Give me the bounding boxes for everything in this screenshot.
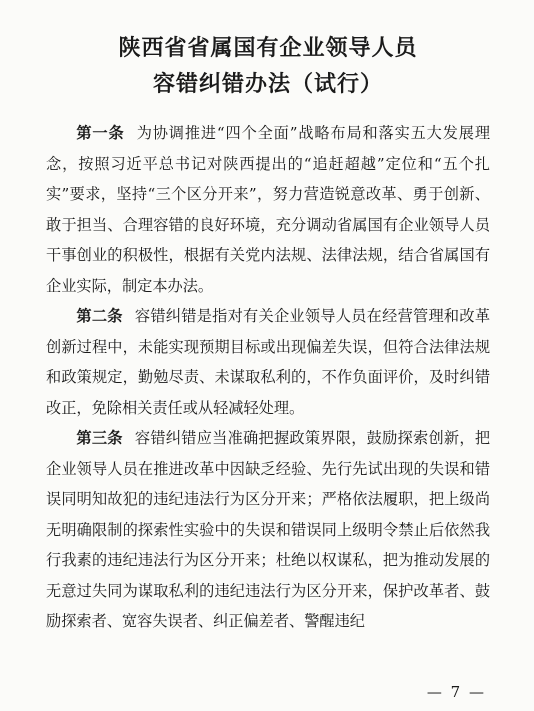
article-3 — [46, 423, 490, 637]
document-title-line-2: 容错纠错办法（试行） — [152, 71, 383, 97]
page-number: — 7 — — [426, 683, 486, 701]
article-3-label: 第三条 — [76, 429, 123, 447]
article-1 — [46, 118, 490, 301]
article-1-text: 为协调推进“四个全面”战略布局和落实五大发展理念，按照习近平总书记对陕西提出的“追赶超越”定位和“五个扎实”要求，坚持“三个区分开来”，努力营造锐意改革、勇于创新、敢于担当、合理容错的良好环境，充分调动省属国有企业领导人员干事创业的积极性，根据有关党内法规、法律法规，结合省属国有企业实际，制定本办法。 — [46, 124, 491, 295]
article-3-text: 容错纠错应当准确把握政策界限，鼓励探索创新，把企业领导人员在推进改革中因缺乏经验、先行先试出现的失误和错误同明知故犯的违纪违法行为区分开来；严格依法履职，把上级尚无明确限制的探索性实验中的失误和错误同上级明令禁止后依然我行我素的违纪违法行为区分开来；杜绝以权谋私，把为推动发展的无意过失同为谋取私利的违纪违法行为区分开来，保护改革者、鼓励探索者、宽容失误者、纠正偏差者、警醒违纪 — [46, 429, 491, 630]
document-title-line-1: 陕西省省属国有企业领导人员 — [118, 35, 418, 61]
article-2 — [46, 301, 490, 423]
article-1-label: 第一条 — [76, 124, 125, 142]
article-2-text: 容错纠错是指对有关企业领导人员在经营管理和改革创新过程中，未能实现预期目标或出现偏差失误，但符合法律法规和政策规定，勤勉尽责、未谋取私利的，不作负面评价，及时纠错改正，免除相关责任或从轻减轻处理。 — [46, 307, 491, 417]
article-2-label: 第二条 — [76, 307, 123, 325]
